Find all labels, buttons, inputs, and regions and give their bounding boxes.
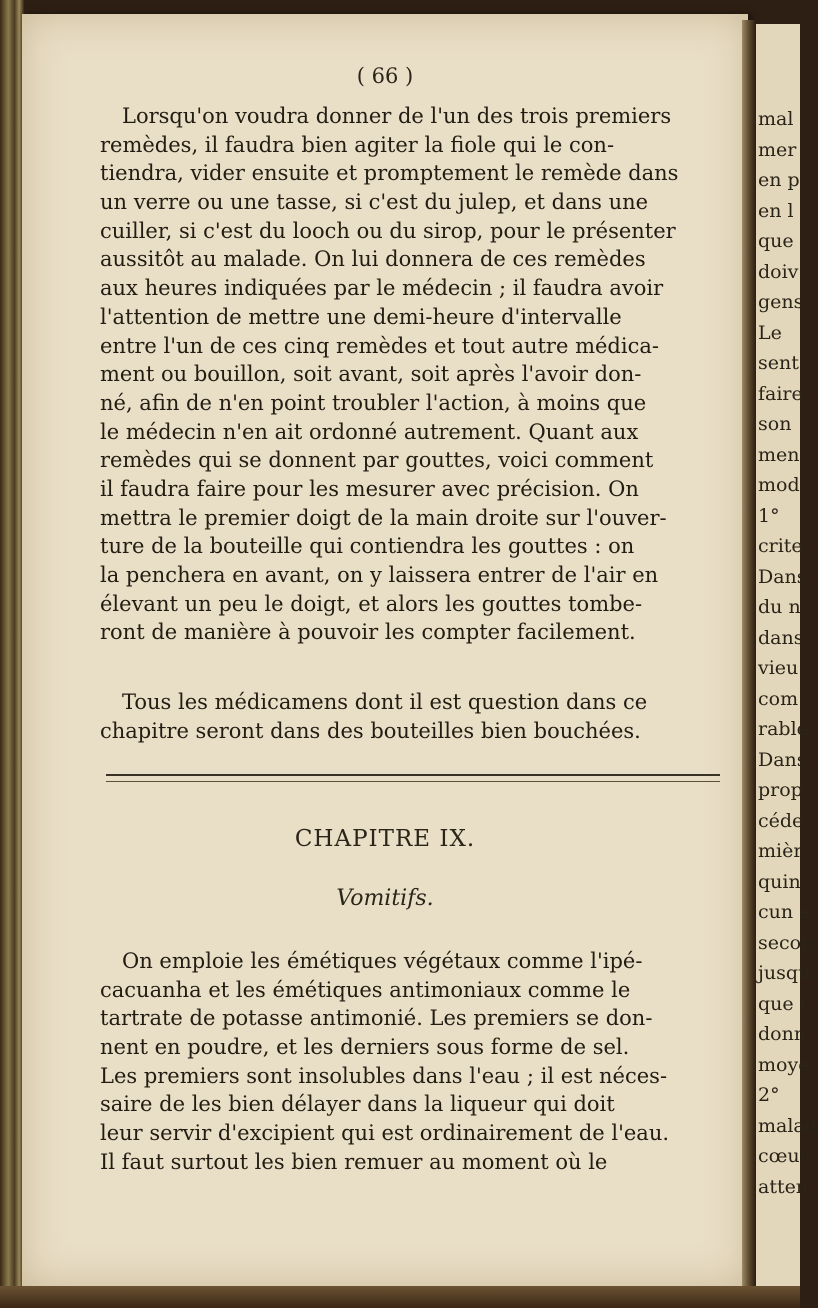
text-line: Lorsqu'on voudra donner de l'un des trois premiers (122, 104, 672, 128)
chapter-subtitle: Vomitifs. (336, 886, 434, 911)
text-line: aussitôt au malade. On lui donnera de ces remèdes (100, 247, 646, 272)
next-page-text-fragment: donn (758, 1023, 807, 1045)
next-page-edge (756, 24, 817, 1286)
text-line: né, afin de n'en point troubler l'action, à moins que (100, 390, 647, 415)
page-number: ( 66 ) (356, 64, 414, 88)
text-line: tiendra, vider ensuite et promptement le remède dans (100, 161, 679, 186)
next-page-text-fragment: sent (758, 352, 799, 374)
next-page-text-fragment: cœur (758, 1145, 809, 1167)
page-gutter (742, 20, 756, 1288)
section-rule-bottom (106, 781, 720, 782)
next-page-text-fragment: Dans (758, 565, 807, 588)
text-line: ment ou bouillon, soit avant, soit après l'avoir don- (100, 362, 642, 387)
text-line: cacuanha et les émétiques antimoniaux comme le (100, 977, 631, 1002)
next-page-text-fragment: que (758, 230, 794, 252)
next-page-text-fragment: atten (758, 1175, 809, 1198)
next-page-text-fragment: rable (758, 718, 808, 740)
paragraph-3 (100, 947, 732, 1177)
next-page-text-fragment: moye (758, 1053, 810, 1076)
text-line: il faudra faire pour les mesurer avec précision. On (100, 476, 639, 501)
text-line: la penchera en avant, on y laissera entrer de l'air en (100, 563, 659, 587)
next-page-text-fragment: men (758, 443, 800, 466)
text-line: On emploie les émétiques végétaux comme l'ipé- (122, 949, 643, 973)
next-page-text-fragment: faire (758, 382, 803, 405)
text-line: ront de manière à pouvoir les compter facilement. (100, 620, 636, 645)
text-line: cuiller, si c'est du looch ou du sirop, pour le présenter (100, 218, 676, 243)
next-page-text-fragment: en p (758, 169, 800, 191)
next-page-text-fragment: quin (758, 870, 801, 893)
text-line: Tous les médicamens dont il est question dans ce (122, 690, 648, 714)
chapter-title: CHAPITRE IX. (294, 826, 476, 852)
next-page-text-fragment: secon (758, 931, 814, 954)
next-page-text-fragment: en l (758, 199, 794, 222)
next-page-text-fragment: crite (758, 535, 803, 557)
text-line: remèdes, il faudra bien agiter la fiole qui le con- (100, 132, 615, 157)
paragraph-1 (100, 102, 732, 647)
book-page (22, 14, 748, 1286)
text-line: saire de les bien délayer dans la liqueur qui doit (100, 1092, 615, 1117)
next-page-text-fragment: céde (758, 809, 804, 832)
text-line: élevant un peu le doigt, et alors les gouttes tombe- (100, 591, 643, 616)
text-line: un verre ou une tasse, si c'est du julep, et dans une (100, 190, 649, 215)
text-line: chapitre seront dans des bouteilles bien bouchées. (100, 718, 641, 743)
next-page-text-fragment: cun e (758, 901, 811, 923)
text-line: Les premiers sont insolubles dans l'eau ; il est néces- (100, 1063, 668, 1088)
text-line: l'attention de mettre une demi-heure d'intervalle (100, 304, 622, 329)
text-line: le médecin n'en ait ordonné autrement. Quant aux (100, 419, 639, 444)
next-page-text-fragment: 1° (758, 504, 780, 527)
next-page-text-fragment: gens (758, 291, 804, 313)
next-page-text-fragment: Le (758, 321, 782, 344)
text-line: nent en poudre, et les derniers sous forme de sel. (100, 1035, 630, 1060)
text-line: mettra le premier doigt de la main droite sur l'ouver- (100, 505, 667, 530)
section-rule-top (106, 774, 720, 776)
next-page-text-fragment: 2° (758, 1084, 780, 1106)
next-page-text-fragment: vieu (758, 657, 799, 679)
text-line: Il faut surtout les bien remuer au moment où le (100, 1149, 608, 1174)
next-page-text-fragment: doiv (758, 260, 799, 283)
text-line: leur servir d'excipient qui est ordinairement de l'eau. (100, 1121, 670, 1146)
text-line: remèdes qui se donnent par gouttes, voici comment (100, 448, 654, 473)
next-page-text-fragment: son (758, 413, 792, 435)
next-page-text-fragment: malad (758, 1114, 817, 1137)
next-page-text-fragment: mièr (758, 840, 803, 862)
next-page-text-fragment: que l (758, 992, 806, 1015)
paragraph-2 (100, 688, 732, 745)
next-page-text-fragment: mod (758, 474, 800, 496)
next-page-text-fragment: Dans (758, 748, 807, 771)
next-page-text-fragment: jusqu (758, 962, 811, 984)
book-binding-edge (0, 0, 24, 1308)
text-line: tartrate de potasse antimonié. Les premiers se don- (100, 1006, 653, 1031)
next-page-text-fragment: mer (758, 138, 797, 161)
next-page-text-fragment: prop (758, 779, 803, 801)
text-line: ture de la bouteille qui contiendra les gouttes : on (100, 534, 635, 559)
book-bottom-edge (0, 1286, 800, 1308)
text-line: aux heures indiquées par le médecin ; il faudra avoir (100, 276, 664, 301)
next-page-text-fragment: du n (758, 596, 801, 618)
text-line: entre l'un de ces cinq remèdes et tout autre médica- (100, 333, 659, 358)
next-page-text-fragment: com (758, 687, 799, 710)
next-page-text-fragment: mal (758, 108, 794, 130)
next-page-text-fragment: dans (758, 626, 804, 649)
